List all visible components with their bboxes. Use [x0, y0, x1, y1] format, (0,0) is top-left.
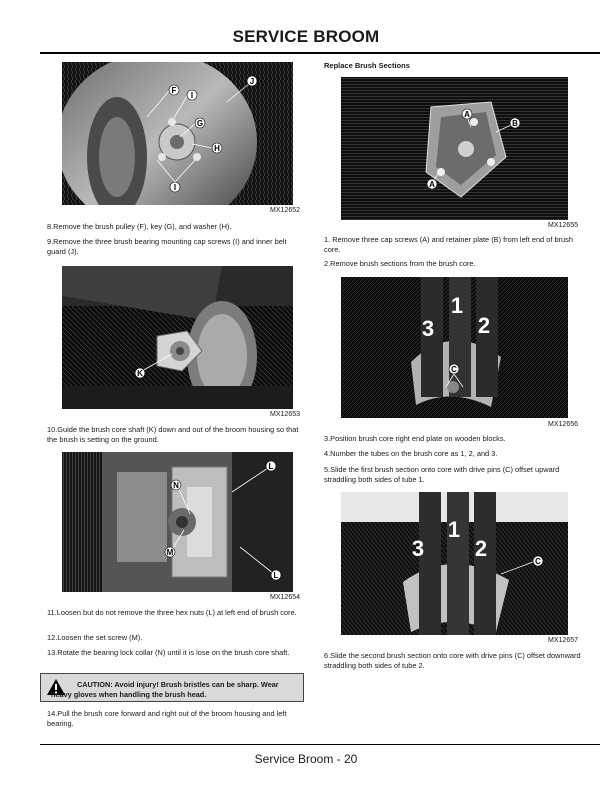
- tube-number-2: 2: [477, 313, 491, 338]
- tube-number-3b: 3: [411, 536, 425, 561]
- callout-i-bottom: I: [173, 183, 177, 192]
- callout-c-2: C: [535, 557, 541, 566]
- tube-number-3: 3: [421, 316, 435, 341]
- callout-k: K: [137, 369, 143, 378]
- callout-a-bottom: A: [429, 180, 435, 189]
- callout-j: J: [249, 77, 255, 86]
- caution-text: CAUTION: Avoid injury! Brush bristles can be sharp. Wear heavy gloves when handling the brush head.: [51, 680, 279, 699]
- step-13: 13.Rotate the bearing lock collar (N) until it is lose on the brush core shaft.: [47, 648, 290, 657]
- fig3-callouts: [62, 452, 293, 592]
- fig5-callouts: [341, 277, 568, 418]
- callout-a-top: A: [464, 110, 470, 119]
- callout-i-top: I: [190, 91, 194, 100]
- step-3: 3.Position brush core right end plate on wooden blocks.: [324, 434, 506, 443]
- page-footer: Service Broom - 20: [254, 752, 358, 766]
- fig2-callouts: [62, 266, 293, 409]
- figure-id-mx12653: MX12653: [270, 411, 300, 418]
- step-5: 5.Slide the first brush section onto core with drive pins (C) offset upward straddling both sides of tube 1.: [324, 465, 560, 484]
- step-12: 12.Loosen the set screw (M).: [47, 633, 143, 642]
- tube-number-2b: 2: [474, 536, 488, 561]
- fig1-callouts: [62, 62, 293, 205]
- fig6-callouts: [341, 492, 568, 635]
- step-4: 4.Number the tubes on the brush core as 1, 2, and 3.: [324, 449, 498, 458]
- step-11: 11.Loosen but do not remove the three hex nuts (L) at left end of brush core.: [47, 608, 297, 617]
- step-2: 2.Remove brush sections from the brush core.: [324, 259, 476, 268]
- figure-id-mx12656: MX12656: [548, 421, 578, 428]
- caution-box: [40, 673, 304, 702]
- callout-m: M: [166, 548, 174, 557]
- page-title: SERVICE BROOM: [232, 27, 380, 46]
- step-8: 8.Remove the brush pulley (F), key (G), and washer (H).: [47, 222, 232, 231]
- callout-l-top: L: [268, 462, 274, 471]
- figure-id-mx12654: MX12654: [270, 594, 300, 601]
- step-14: 14.Pull the brush core forward and right out of the broom housing and left bearing.: [47, 709, 287, 728]
- section-heading-replace-brush-sections: Replace Brush Sections: [324, 61, 410, 70]
- figure-id-mx12657: MX12657: [548, 637, 578, 644]
- step-10: 10.Guide the brush core shaft (K) down and out of the broom housing so that the brush is setting on the ground.: [47, 425, 299, 444]
- title-rule: [40, 52, 600, 54]
- callout-b: B: [512, 119, 518, 128]
- step-9: 9.Remove the three brush bearing mounting cap screws (I) and inner belt guard (J).: [47, 237, 287, 256]
- callout-n: N: [173, 481, 179, 490]
- callout-l-bottom: L: [273, 571, 279, 580]
- figure-id-mx12655: MX12655: [548, 222, 578, 229]
- callout-g: G: [196, 119, 204, 128]
- figure-id-mx12652: MX12652: [270, 207, 300, 214]
- step-1: 1. Remove three cap screws (A) and retainer plate (B) from left end of brush core.: [324, 235, 573, 254]
- fig4-callouts: [341, 77, 568, 220]
- step-6: 6.Slide the second brush section onto core with drive pins (C) offset downward straddling both sides of tube 2.: [324, 651, 581, 670]
- tube-number-1b: 1: [447, 517, 461, 542]
- callout-f: F: [171, 86, 177, 95]
- tube-number-1: 1: [450, 293, 464, 318]
- callout-c: C: [451, 365, 457, 374]
- footer-rule: [40, 744, 600, 745]
- callout-h: H: [214, 144, 220, 153]
